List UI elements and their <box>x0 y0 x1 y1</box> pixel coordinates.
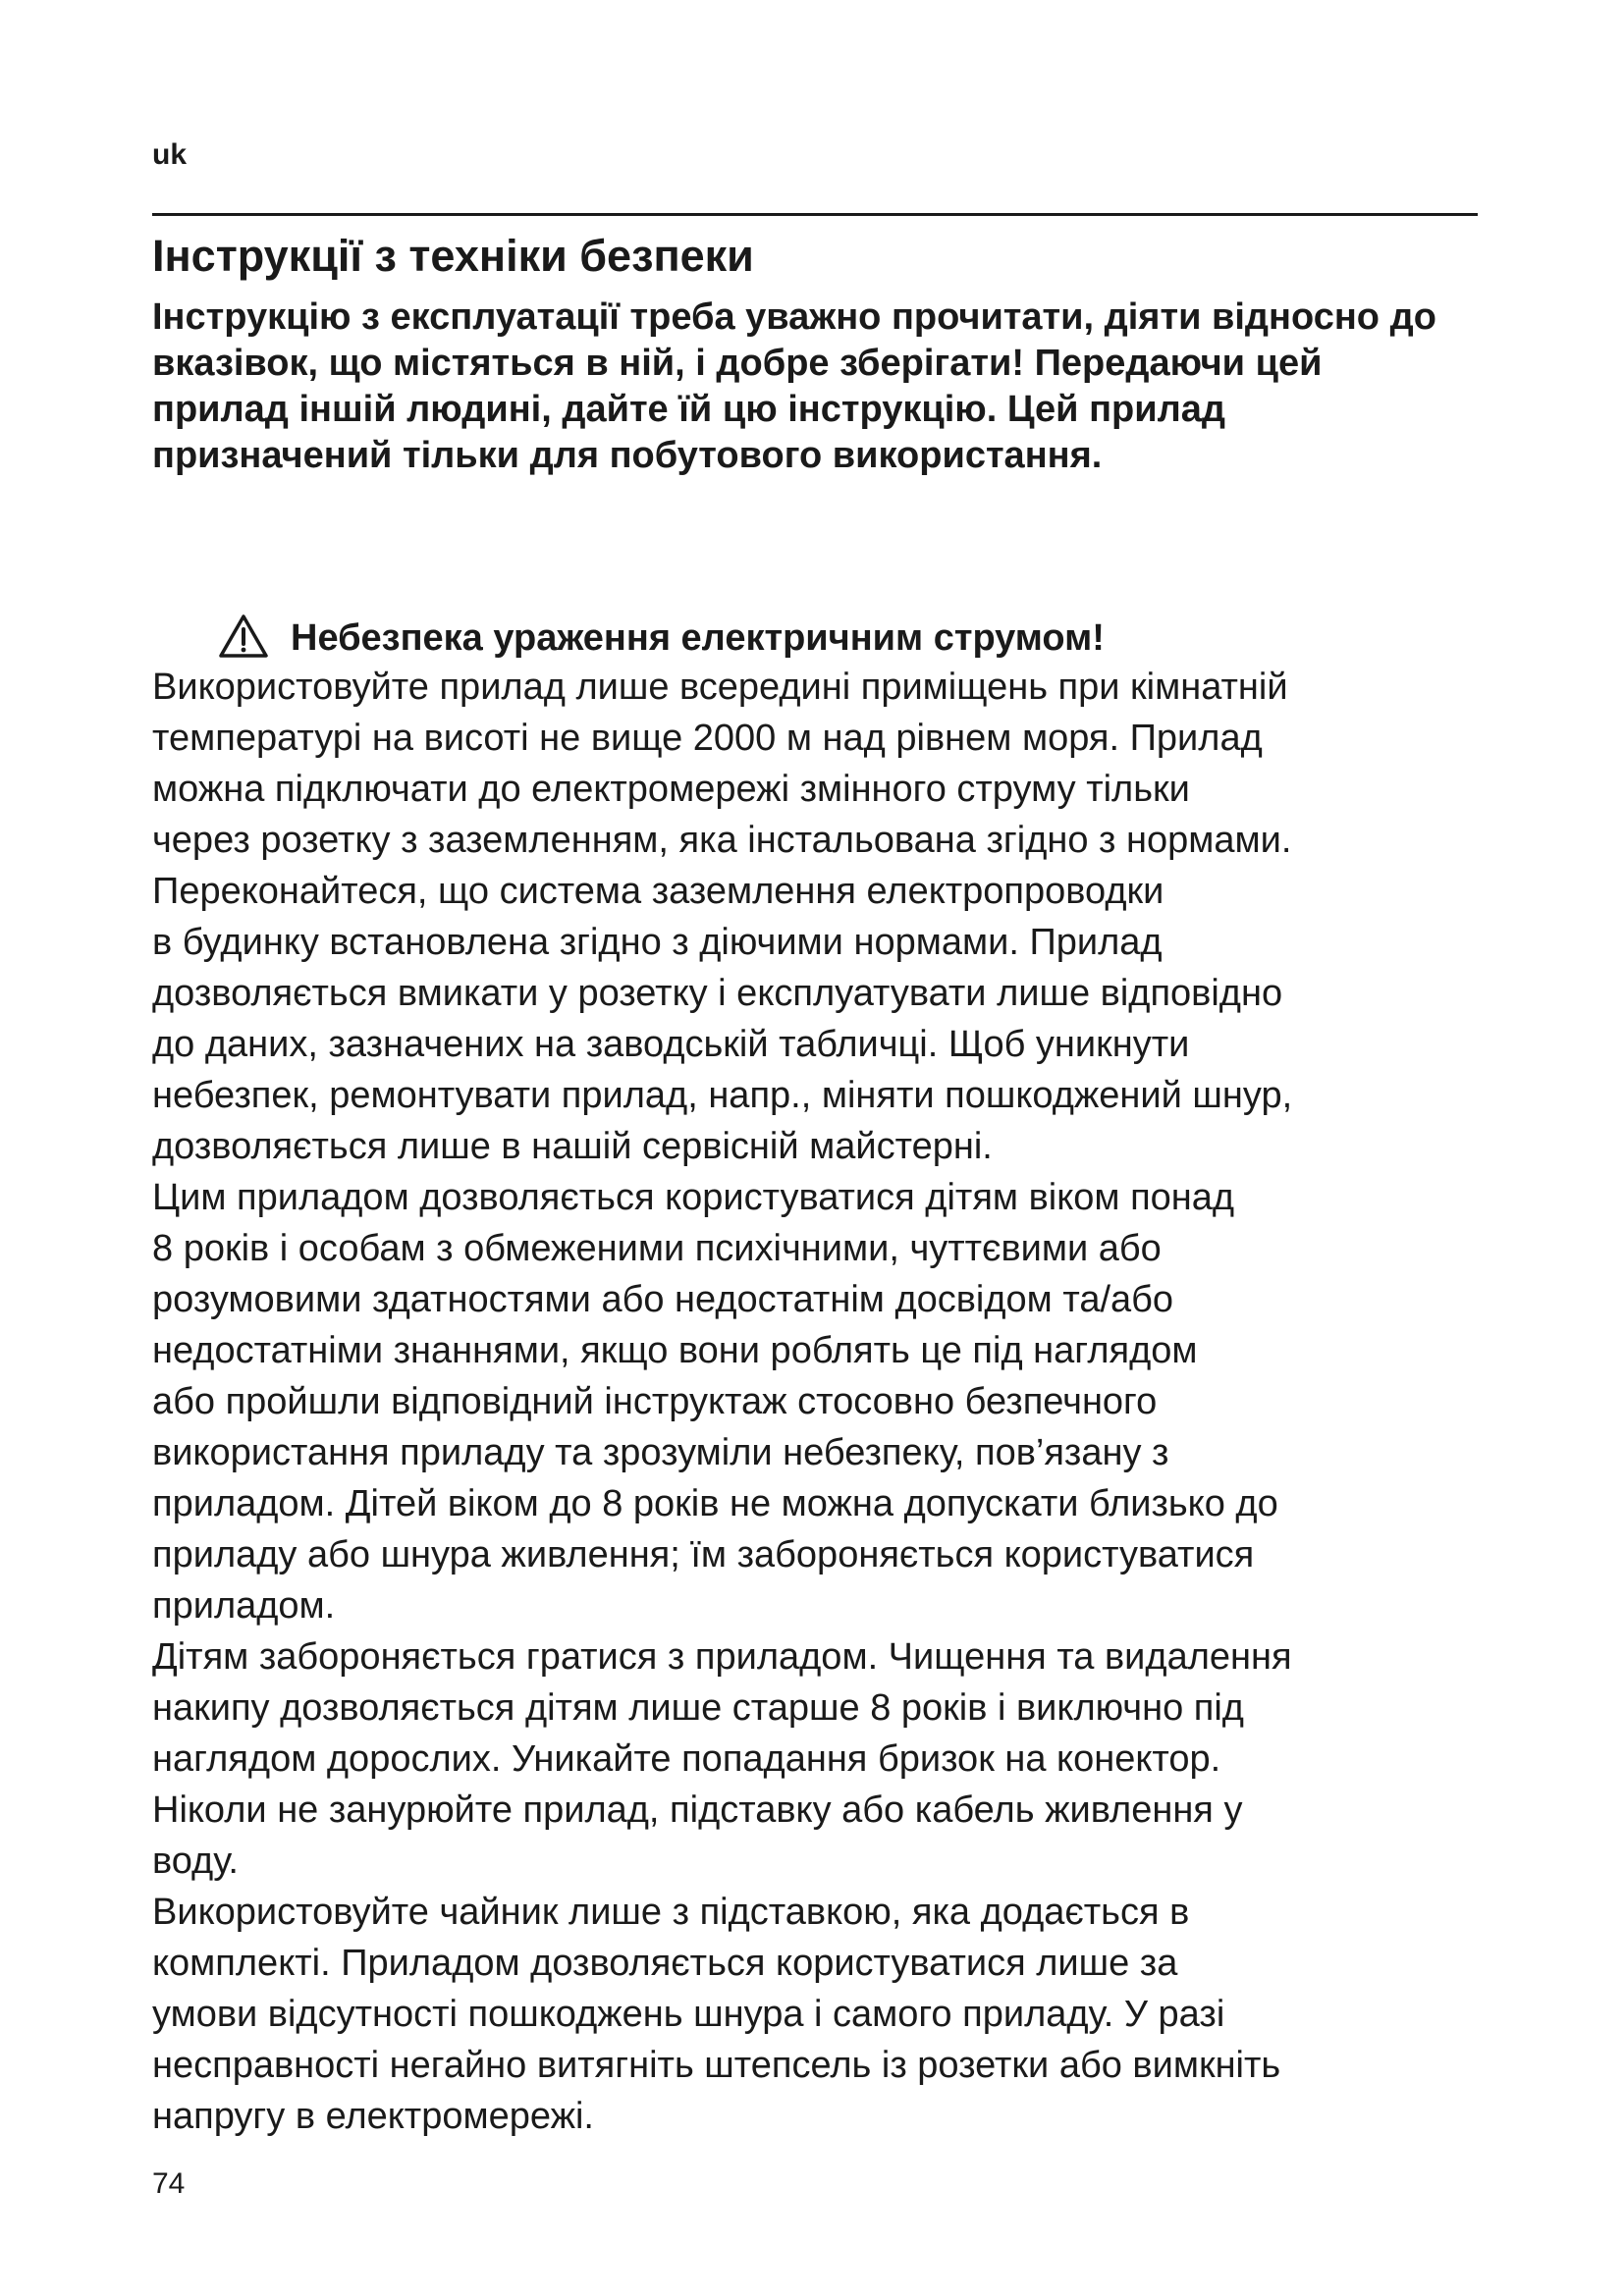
body-line: воду. <box>152 1841 239 1882</box>
body-line: приладом. Дітей віком до 8 років не можна допускати близько до <box>152 1483 1278 1524</box>
language-code: uk <box>152 138 188 171</box>
body-line: до даних, зазначених на заводській табличці. Щоб уникнути <box>152 1024 1190 1065</box>
body-line: дозволяється вмикати у розетку і експлуатувати лише відповідно <box>152 973 1283 1014</box>
body-line: Переконайтеся, що система заземлення електропроводки <box>152 871 1164 912</box>
body-line: недостатніми знаннями, якщо вони роблять це під наглядом <box>152 1330 1198 1371</box>
body-line: небезпек, ремонтувати прилад, напр., міняти пошкоджений шнур, <box>152 1075 1293 1116</box>
body-line: в будинку встановлена згідно з діючими нормами. Прилад <box>152 922 1163 963</box>
body-line: умови відсутності пошкоджень шнура і самого приладу. У разі <box>152 1994 1225 2035</box>
body-line: можна підключати до електромережі змінного струму тільки <box>152 769 1190 810</box>
header-divider <box>152 213 1478 216</box>
body-line: напругу в електромережі. <box>152 2096 594 2137</box>
body-line: 8 років і особам з обмеженими психічними, чуттєвими або <box>152 1228 1162 1269</box>
body-line: використання приладу та зрозуміли небезпеку, пов’язану з <box>152 1432 1169 1473</box>
body-line: наглядом дорослих. Уникайте попадання бризок на конектор. <box>152 1738 1221 1780</box>
safety-body-text <box>152 662 1488 2142</box>
body-line: комплекті. Приладом дозволяється користуватися лише за <box>152 1943 1178 1984</box>
body-line: Використовуйте прилад лише всередині приміщень при кімнатній <box>152 667 1288 708</box>
intro-paragraph: Інструкцію з експлуатації треба уважно прочитати, діяти відносно до вказівок, що містяться в ній, і добре зберігати! Передаючи цей прилад іншій людині, дайте їй цю інструкцію. Цей прилад призначений тільки для побутового використання. <box>152 296 1436 476</box>
section-title: Інструкції з техніки безпеки <box>152 231 754 281</box>
body-line: або пройшли відповідний інструктаж стосовно безпечного <box>152 1381 1158 1422</box>
body-line: розумовими здатностями або недостатнім досвідом та/або <box>152 1279 1174 1320</box>
page-number: 74 <box>152 2167 186 2200</box>
body-line: несправності негайно витягніть штепсель із розетки або вимкніть <box>152 2045 1281 2086</box>
body-line: Цим приладом дозволяється користуватися дітям віком понад <box>152 1177 1235 1218</box>
body-line: дозволяється лише в нашій сервісній майстерні. <box>152 1126 993 1167</box>
body-line: через розетку з заземленням, яка інстальована згідно з нормами. <box>152 820 1292 861</box>
warning-triangle-icon <box>218 614 291 664</box>
body-line: приладом. <box>152 1585 336 1627</box>
body-line: Дітям забороняється гратися з приладом. Чищення та видалення <box>152 1636 1292 1678</box>
body-line: температурі на висоті не вище 2000 м над рівнем моря. Прилад <box>152 718 1263 759</box>
body-line: Використовуйте чайник лише з підставкою, яка додається в <box>152 1892 1190 1933</box>
warning-heading-text: Небезпека ураження електричним струмом! <box>291 617 1105 659</box>
body-line: приладу або шнура живлення; їм забороняється користуватися <box>152 1534 1255 1575</box>
warning-heading-row <box>218 613 1105 664</box>
body-line: Ніколи не занурюйте прилад, підставку або кабель живлення у <box>152 1789 1243 1831</box>
body-line: накипу дозволяється дітям лише старше 8 років і виключно під <box>152 1687 1244 1729</box>
